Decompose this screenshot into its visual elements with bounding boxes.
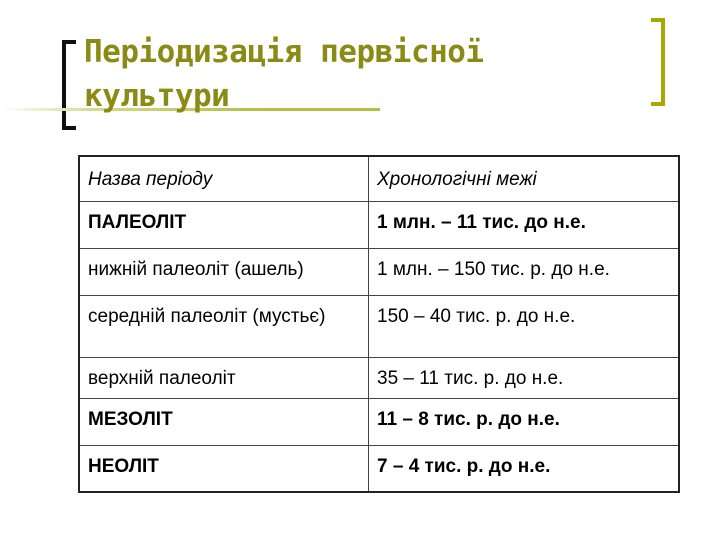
table-row	[79, 399, 679, 446]
right-bracket-decoration	[651, 18, 665, 106]
slide-title-line-2: культури	[84, 78, 230, 114]
header-period-name: Назва періоду	[79, 156, 369, 202]
table-row	[79, 358, 679, 399]
period-range-cell: 11 – 8 тис. р. до н.е.	[369, 399, 680, 446]
period-name-cell: нижній палеоліт (ашель)	[79, 248, 369, 295]
period-name-cell: ПАЛЕОЛІТ	[79, 202, 369, 249]
header-chronological-limits: Хронологічні межі	[369, 156, 680, 202]
period-range-cell: 7 – 4 тис. р. до н.е.	[369, 445, 680, 492]
slide-title	[84, 30, 484, 118]
table-row	[79, 295, 679, 358]
period-name-cell: НЕОЛІТ	[79, 445, 369, 492]
period-range-cell: 150 – 40 тис. р. до н.е.	[369, 295, 680, 358]
table-row	[79, 248, 679, 295]
slide-title-line-1: Періодизація первісної	[84, 34, 484, 70]
period-name-cell: МЕЗОЛІТ	[79, 399, 369, 446]
table-row	[79, 445, 679, 492]
left-bracket-decoration	[62, 40, 76, 130]
table-header-row	[79, 156, 679, 202]
period-name-cell: середній палеоліт (мустьє)	[79, 295, 369, 358]
period-range-cell: 1 млн. – 150 тис. р. до н.е.	[369, 248, 680, 295]
period-range-cell: 35 – 11 тис. р. до н.е.	[369, 358, 680, 399]
period-name-cell: верхній палеоліт	[79, 358, 369, 399]
periodization-table	[78, 155, 680, 493]
period-range-cell: 1 млн. – 11 тис. до н.е.	[369, 202, 680, 249]
table-row	[79, 202, 679, 249]
